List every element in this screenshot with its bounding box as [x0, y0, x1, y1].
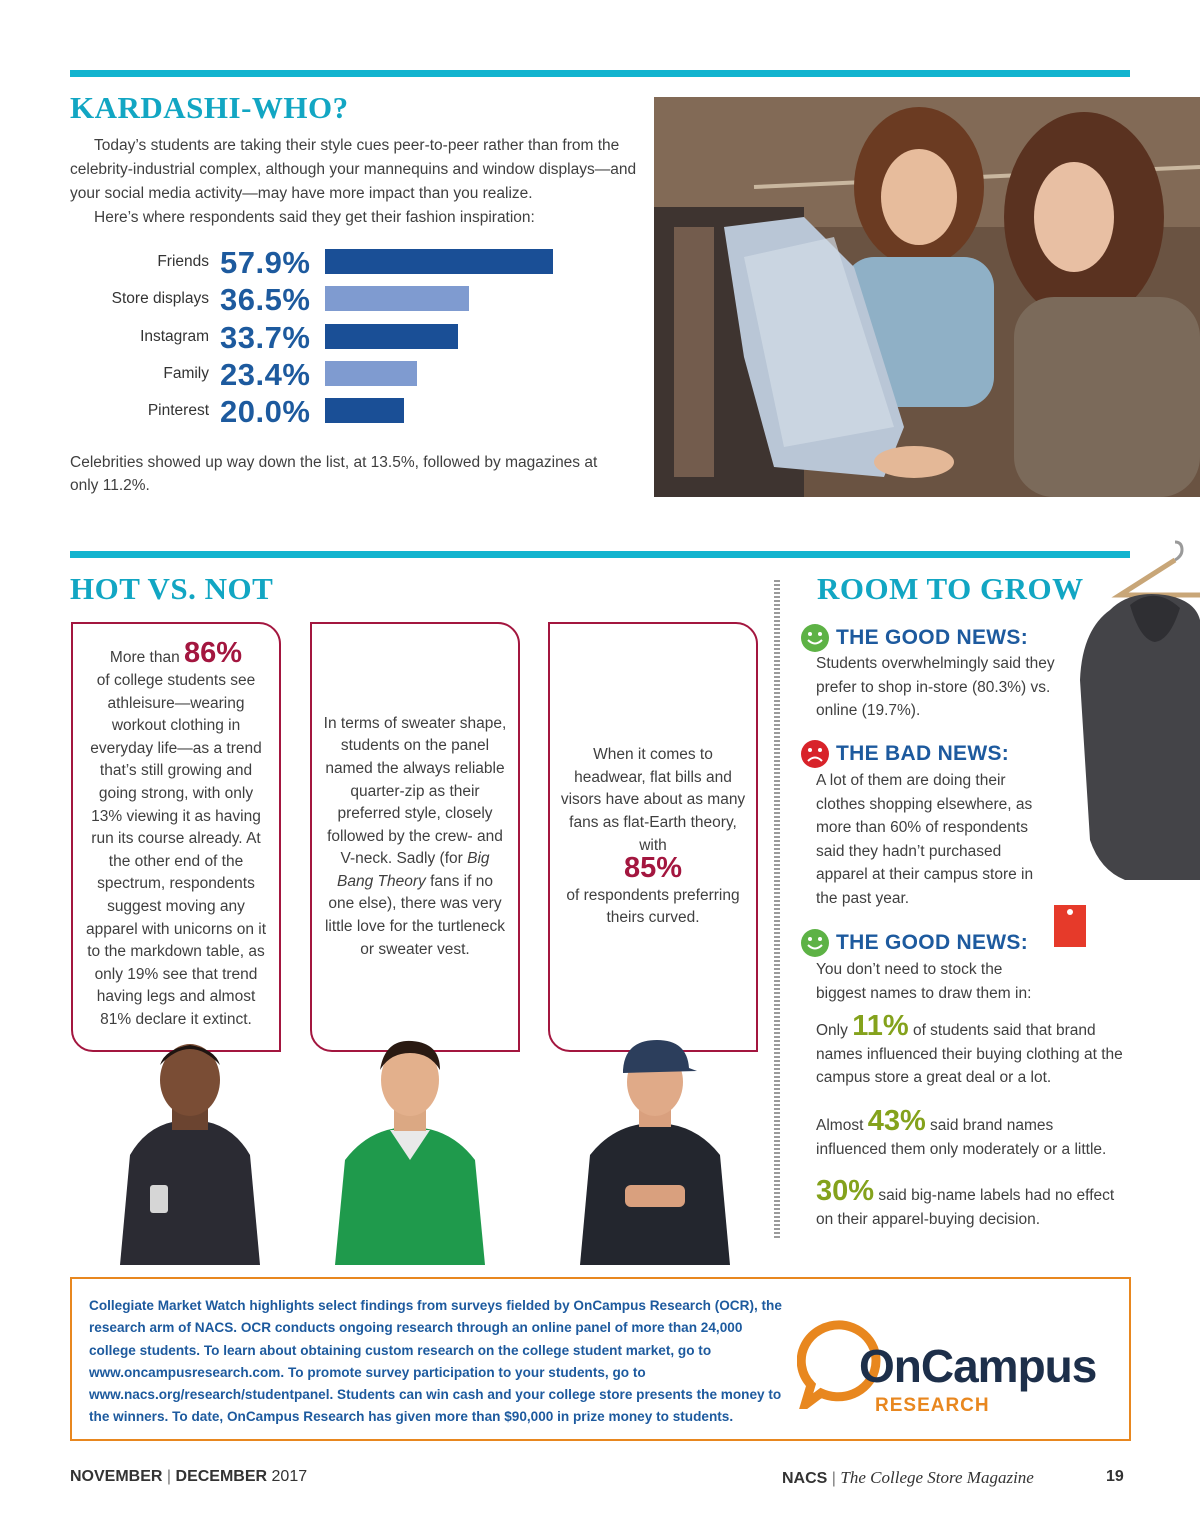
- athleisure-card: [71, 622, 281, 1052]
- bar-row: [70, 282, 630, 324]
- hoodie-on-hanger-image: [1070, 540, 1200, 880]
- smiley-face-icon: [800, 928, 830, 958]
- bar-category-label: Pinterest: [147, 402, 209, 420]
- shopping-photo-illustration: [654, 97, 1200, 497]
- good-news-text-1: Students overwhelmingly said they prefer to shop in-store (80.3%) vs. online (19.7%).: [816, 655, 1055, 720]
- smiley-face-icon: [800, 623, 830, 653]
- bar-category-label: Instagram: [140, 327, 209, 345]
- athleisure-stat: 86%: [184, 637, 243, 670]
- intro-paragraph: Today’s students are taking their style cues peer-to-peer rather than from the celebrity-industrial complex, although your mannequins and window displays—and your social media activity—may have more impact than you realize.: [70, 137, 637, 202]
- bar-category-label: Friends: [157, 253, 209, 270]
- brand-stat-1-value: 11%: [852, 1010, 909, 1042]
- footer-issue-date: NOVEMBER | DECEMBER 2017: [70, 1468, 308, 1485]
- good-news-label-1: THE GOOD NEWS:: [836, 626, 1029, 649]
- intro-lead: Here’s where respondents said they get their fashion inspiration:: [94, 209, 535, 226]
- bar-category-label: Store displays: [111, 290, 209, 308]
- bad-news-text: A lot of them are doing their clothes shopping elsewhere, as more than 60% of respondents said they hadn’t purchased apparel at their campus store in the past year.: [816, 772, 1034, 907]
- student-cap-image: [575, 1035, 735, 1265]
- good-news-label-2: THE GOOD NEWS:: [836, 931, 1029, 954]
- kardashi-title: KARDASHI-WHO?: [70, 90, 349, 125]
- footer-month: NOVEMBER: [70, 1468, 163, 1485]
- sweater-text: [322, 713, 508, 962]
- athleisure-text: [83, 637, 269, 1031]
- good-news-heading-1: [800, 623, 1028, 653]
- frown-face-icon: [800, 739, 830, 769]
- bar-mark: [325, 249, 553, 274]
- top-divider: [70, 70, 1130, 77]
- student-hoodie-image: [110, 1035, 270, 1265]
- student-sweater-image: [330, 1035, 490, 1265]
- sweater-italic: Big Bang Theory: [337, 850, 490, 890]
- column-divider: [774, 580, 780, 1240]
- good-news-text-2: You don’t need to stock the biggest names to draw them in:: [816, 961, 1032, 1002]
- brand-stat-3-text: said big-name labels had no effect on their apparel-buying decision.: [816, 1187, 1115, 1228]
- headwear-pre: When it comes to headwear, flat bills and visors have about as many fans as flat-Earth theory, with: [560, 746, 746, 854]
- athleisure-pre: More than: [109, 649, 180, 667]
- oncampus-logo-text: OnCampus: [859, 1340, 1097, 1392]
- middle-divider: [70, 551, 1130, 558]
- bad-news-label: THE BAD NEWS:: [836, 742, 1010, 765]
- room-to-grow-title: ROOM TO GROW: [817, 571, 1084, 606]
- bar-category-label: Family: [163, 364, 209, 382]
- footer-year: 2017: [271, 1468, 308, 1485]
- footer-magazine-title: The College Store Magazine: [840, 1468, 1034, 1487]
- bar-value-label: 36.5%: [220, 282, 311, 318]
- brand-stat-1-text: of students said that brand names influenced their buying clothing at the campus store a great deal or a lot.: [816, 1022, 1123, 1086]
- bar-value-label: 20.0%: [220, 394, 311, 430]
- bar-row: [70, 319, 630, 362]
- oncampus-logo-subtext: RESEARCH: [875, 1395, 990, 1416]
- sweater-body-a: In terms of sweater shape, students on the panel named the always reliable quarter-zip as their preferred style, closely followed by the crew- and V-neck. Sadly (for: [323, 714, 507, 868]
- price-tag-icon: [1050, 895, 1090, 950]
- oncampus-info-box: [70, 1277, 1131, 1441]
- good-news-heading-2: [800, 928, 1028, 958]
- brand-stat-3-value: 30%: [816, 1175, 875, 1207]
- bar-mark: [325, 286, 469, 311]
- brand-stat-2-value: 43%: [867, 1105, 926, 1137]
- shopping-photo: [654, 97, 1200, 497]
- footer-magazine: NACS | The College Store Magazine: [782, 1468, 1034, 1487]
- bar-value-label: 57.9%: [220, 245, 311, 280]
- headwear-card: [548, 622, 758, 1052]
- brand-stat-2-text: said brand names influenced them only moderately or a little.: [816, 1117, 1107, 1158]
- footer-nacs: NACS: [782, 1470, 828, 1487]
- oncampus-info-text: Collegiate Market Watch highlights select findings from surveys fielded by OnCampus Research (OCR), the research arm of NACS. OCR conducts ongoing research through an online panel of more than 24,000 college students. To learn about obtaining custom research on the college student market, go to www.oncampusresearch.com. To promote survey participation to your students, go to www.nacs.org/research/studentpanel. Students can win cash and your college store presents the money to the winners. To date, OnCampus Research has given more than $90,000 in prize money to students.: [89, 1298, 782, 1425]
- hot-vs-not-title: HOT VS. NOT: [70, 571, 274, 606]
- brand-stat-1-pre: Only: [816, 1022, 848, 1039]
- brand-stat-2: [816, 1105, 1126, 1161]
- bad-news-heading: [800, 739, 1009, 769]
- bar-mark: [325, 361, 417, 386]
- bar-value-label: 33.7%: [220, 319, 311, 355]
- page-number: 19: [1106, 1468, 1124, 1485]
- celebrities-footnote: Celebrities showed up way down the list, at 13.5%, followed by magazines at only 11.2%.: [70, 454, 598, 494]
- bar-row: [70, 394, 630, 436]
- headwear-post: of respondents preferring theirs curved.: [566, 886, 740, 927]
- kardashi-intro: [70, 134, 640, 230]
- bar-row: [70, 245, 630, 287]
- bar-value-label: 23.4%: [220, 356, 311, 392]
- bar-mark: [325, 398, 404, 423]
- brand-stat-1: [816, 1010, 1126, 1090]
- headwear-stat: 85%: [623, 852, 683, 885]
- sweater-card: [310, 622, 520, 1052]
- oncampus-logo: [797, 1319, 1117, 1419]
- brand-stat-3: [816, 1175, 1126, 1231]
- brand-stat-2-pre: Almost: [816, 1117, 864, 1134]
- athleisure-body: of college students see athleisure—wearing workout clothing in everyday life—as a trend that’s still growing and going strong, with only 13% viewing it as having run its course already. At the other end of the spectrum, respondents suggest moving any apparel with unicorns on it to the markdown table, as only 19% see that trend having legs and almost 81% declare it extinct.: [85, 672, 267, 1028]
- headwear-text: [560, 744, 746, 930]
- footer-month2: DECEMBER: [175, 1468, 268, 1485]
- sweater-body-b: fans if no one else), there was very little love for the turtleneck or sweater vest.: [324, 872, 506, 958]
- bar-row: [70, 356, 630, 399]
- bar-mark: [325, 324, 458, 349]
